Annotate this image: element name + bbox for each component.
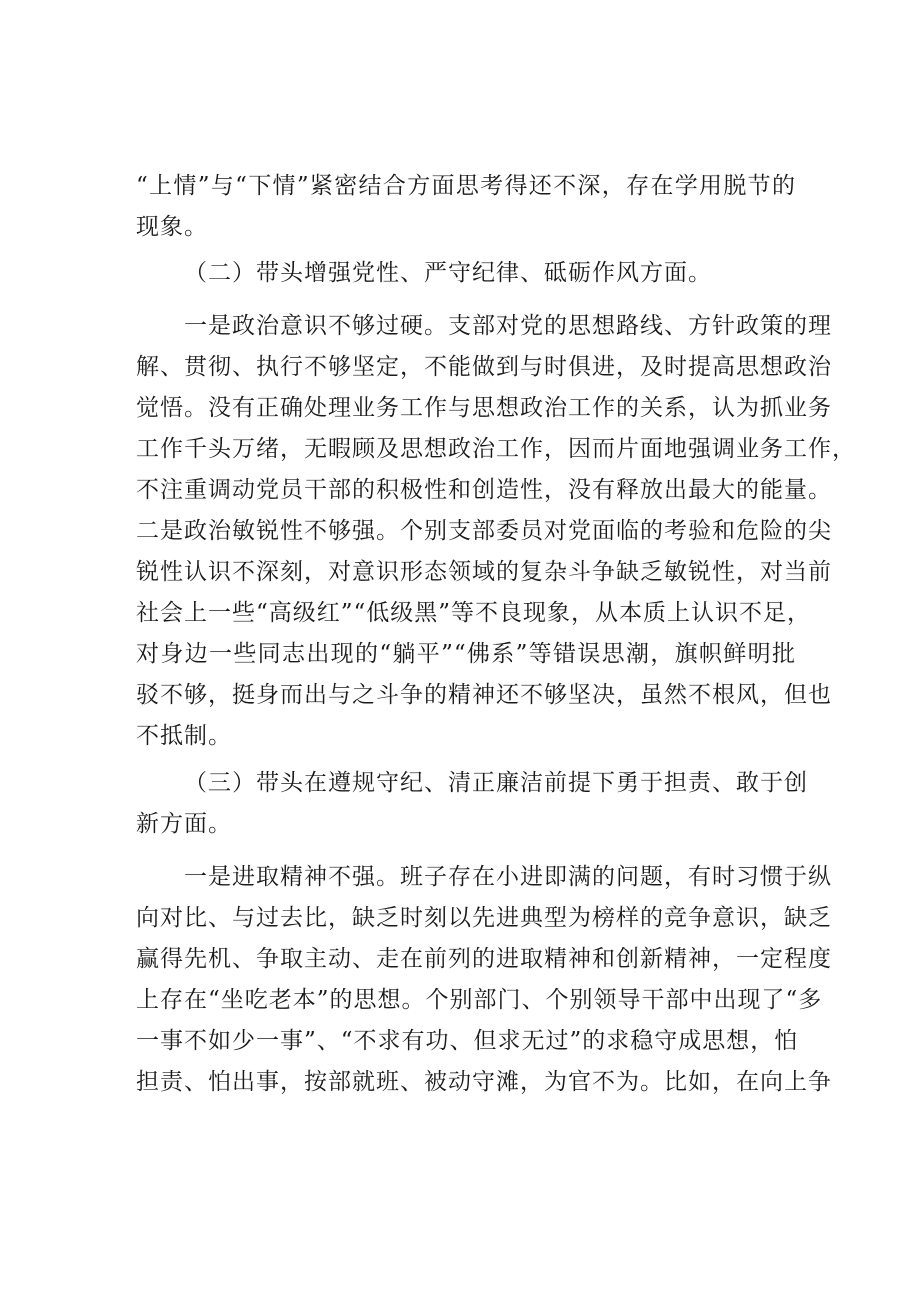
body-text-line: 二是政治敏锐性不够强。个别支部委员对党面临的考验和危险的尖 (136, 518, 832, 544)
body-text-line: “上情”与“下情”紧密结合方面思考得还不深，存在学用脱节的 (136, 173, 796, 199)
body-text-line: 一事不如少一事”、“不求有功、但求无过”的求稳守成思想，怕 (136, 1028, 799, 1054)
body-text-line: 一是进取精神不强。班子存在小进即满的问题，有时习惯于纵 (184, 864, 832, 890)
body-text-line: 社会上一些“高级红”“低级黑”等不良现象，从本质上认识不足， (136, 600, 812, 626)
body-text-line: 驳不够，挺身而出与之斗争的精神还不够坚决，虽然不根风，但也 (136, 682, 832, 708)
section-heading: （二）带头增强党性、严守纪律、砥砺作风方面。 (184, 260, 712, 286)
body-text-line: 现象。 (136, 214, 208, 240)
body-text-line: 对身边一些同志出现的“躺平”“佛系”等错误思潮，旗帜鲜明批 (136, 641, 796, 667)
body-text-line: 解、贯彻、执行不够坚定，不能做到与时俱进，及时提高思想政治 (136, 354, 832, 380)
body-text-line: 上存在“坐吃老本”的思想。个别部门、个别领导干部中出现了“多 (136, 987, 823, 1013)
section-heading: 新方面。 (136, 811, 232, 837)
body-text-line: 担责、怕出事，按部就班、被动守滩，为官不为。比如，在向上争 (136, 1069, 832, 1095)
body-text-line: 觉悟。没有正确处理业务工作与思想政治工作的关系，认为抓业务 (136, 395, 832, 421)
section-heading: （三）带头在遵规守纪、清正廉洁前提下勇于担责、敢于创 (184, 770, 808, 796)
body-text-line: 锐性认识不深刻，对意识形态领域的复杂斗争缺乏敏锐性，对当前 (136, 559, 832, 585)
body-text-line: 一是政治意识不够过硬。支部对党的思想路线、方针政策的理 (184, 313, 832, 339)
body-text-line: 赢得先机、争取主动、走在前列的进取精神和创新精神，一定程度 (136, 946, 832, 972)
body-text-line: 不抵制。 (136, 723, 232, 749)
body-text-line: 不注重调动党员干部的积极性和创造性，没有释放出最大的能量。 (136, 477, 832, 503)
body-text-line: 工作千头万绪，无暇顾及思想政治工作，因而片面地强调业务工作， (136, 436, 856, 462)
body-text-line: 向对比、与过去比，缺乏时刻以先进典型为榜样的竞争意识，缺乏 (136, 905, 832, 931)
